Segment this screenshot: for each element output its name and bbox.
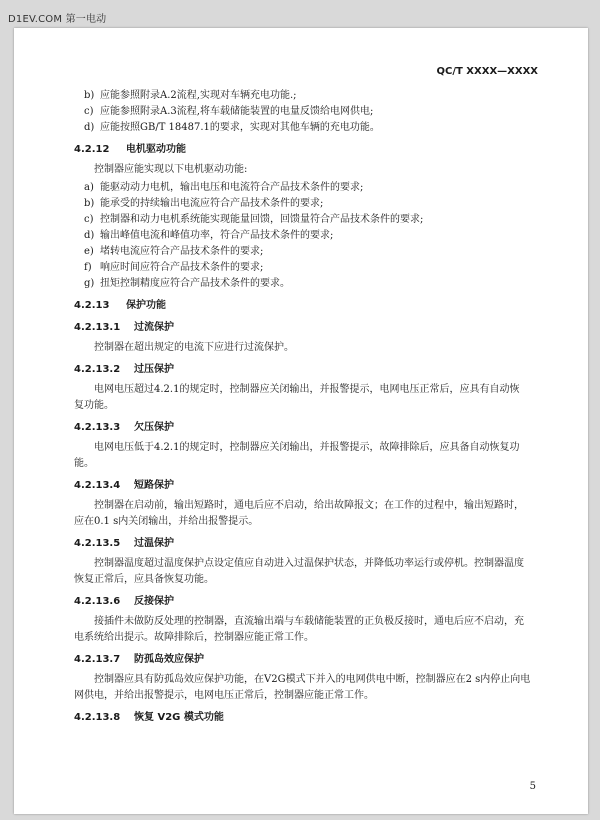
subsection-title: 欠压保护 bbox=[134, 422, 174, 433]
subsection-number: 4.2.13.5 bbox=[74, 538, 121, 549]
section-number: 4.2.12 bbox=[74, 144, 110, 155]
list-text: 控制器和动力电机系统能实现能量回馈，回馈量符合产品技术条件的要求; bbox=[100, 214, 424, 225]
subsection-number: 4.2.13.7 bbox=[74, 654, 121, 665]
subsection-number: 4.2.13.1 bbox=[74, 322, 121, 333]
section-number: 4.2.13 bbox=[74, 300, 110, 311]
subsection-title: 过温保护 bbox=[134, 538, 174, 549]
body-line: 应在0.1 s内关闭输出，并给出报警提示。 bbox=[74, 516, 259, 527]
subsection-heading bbox=[74, 362, 554, 378]
body-line: 恢复正常后，应具备恢复功能。 bbox=[74, 574, 214, 585]
body-line: 电系统给出提示。故障排除后，控制器应能正常工作。 bbox=[74, 632, 314, 643]
subsection-title: 过压保护 bbox=[134, 364, 174, 375]
list-text: 响应时间应符合产品技术条件的要求; bbox=[100, 262, 264, 273]
list-text: 能驱动动力电机，输出电压和电流符合产品技术条件的要求; bbox=[100, 182, 364, 193]
list-marker: f) bbox=[84, 262, 92, 273]
list-marker: c) bbox=[84, 106, 94, 117]
list-text: 扭矩控制精度应符合产品技术条件的要求。 bbox=[100, 278, 290, 289]
body-line: 电网电压超过4.2.1的规定时，控制器应关闭输出，并报警提示，电网电压正常后，应具有自动恢 bbox=[94, 384, 520, 395]
list-marker: b) bbox=[84, 90, 95, 101]
list-item bbox=[74, 212, 554, 228]
watermark: D1EV.COM 第一电动 bbox=[8, 14, 107, 25]
subsection-title: 恢复 V2G 模式功能 bbox=[134, 712, 224, 723]
subsection-body bbox=[74, 382, 554, 414]
list-item bbox=[74, 276, 554, 292]
subsection-body bbox=[74, 672, 554, 704]
document-page bbox=[14, 28, 588, 814]
list-marker: b) bbox=[84, 198, 95, 209]
list-marker: d) bbox=[84, 122, 95, 133]
list-text: 应能参照附录A.3流程,将车载储能装置的电量反馈给电网供电; bbox=[100, 106, 374, 117]
subsection-heading bbox=[74, 420, 554, 436]
subsection-number: 4.2.13.4 bbox=[74, 480, 121, 491]
body-line: 能。 bbox=[74, 458, 94, 469]
body-line: 控制器在超出规定的电流下应进行过流保护。 bbox=[94, 342, 294, 353]
subsection-title: 反接保护 bbox=[134, 596, 174, 607]
body-line: 接插件未做防反处理的控制器，直流输出端与车载储能装置的正负极反接时，通电后应不启动，充 bbox=[94, 616, 524, 627]
subsection-body bbox=[74, 498, 554, 530]
list-text: 能承受的持续输出电流应符合产品技术条件的要求; bbox=[100, 198, 324, 209]
list-item bbox=[74, 196, 554, 212]
list-item bbox=[74, 88, 554, 104]
list-marker: c) bbox=[84, 214, 94, 225]
section-heading-4-2-13 bbox=[74, 298, 554, 314]
list-item bbox=[74, 244, 554, 260]
section-heading-4-2-12 bbox=[74, 142, 554, 158]
list-item bbox=[74, 228, 554, 244]
body-line: 控制器温度超过温度保护点设定值应自动进入过温保护状态，并降低功率运行或停机。控制器温度 bbox=[94, 558, 524, 569]
list-item bbox=[74, 104, 554, 120]
list-text: 应能参照附录A.2流程,实现对车辆充电功能.; bbox=[100, 90, 297, 101]
subsection-number: 4.2.13.8 bbox=[74, 712, 121, 723]
list-item bbox=[74, 260, 554, 276]
list-marker: e) bbox=[84, 246, 94, 257]
subsection-heading bbox=[74, 652, 554, 668]
subsection-title: 防孤岛效应保护 bbox=[134, 654, 204, 665]
subsection-heading bbox=[74, 320, 554, 336]
body-line: 控制器应具有防孤岛效应保护功能，在V2G模式下并入的电网供电中断，控制器应在2 s内停止向电 bbox=[94, 674, 531, 685]
list-text: 输出峰值电流和峰值功率，符合产品技术条件的要求; bbox=[100, 230, 334, 241]
section-title: 保护功能 bbox=[126, 300, 166, 311]
page-content bbox=[74, 88, 554, 730]
list-item bbox=[74, 180, 554, 196]
subsection-heading bbox=[74, 710, 554, 726]
list-item bbox=[74, 120, 554, 136]
body-line: 控制器在启动前，输出短路时，通电后应不启动，给出故障报文；在工作的过程中，输出短路时， bbox=[94, 500, 524, 511]
subsection-body bbox=[74, 614, 554, 646]
list-marker: d) bbox=[84, 230, 95, 241]
body-line: 复功能。 bbox=[74, 400, 114, 411]
subsection-number: 4.2.13.2 bbox=[74, 364, 121, 375]
protection-subsections bbox=[74, 320, 554, 726]
list-marker: a) bbox=[84, 182, 94, 193]
intro-list bbox=[74, 88, 554, 136]
motor-function-list bbox=[74, 180, 554, 292]
subsection-heading bbox=[74, 536, 554, 552]
subsection-title: 过流保护 bbox=[134, 322, 174, 333]
body-line: 电网电压低于4.2.1的规定时，控制器应关闭输出，并报警提示，故障排除后，应具备自动恢复功 bbox=[94, 442, 520, 453]
doc-number: QC/T XXXX—XXXX bbox=[436, 66, 538, 77]
subsection-body bbox=[74, 340, 554, 356]
body-line: 网供电，并给出报警提示，电网电压正常后，控制器应能正常工作。 bbox=[74, 690, 374, 701]
subsection-heading bbox=[74, 594, 554, 610]
subsection-heading bbox=[74, 478, 554, 494]
subsection-number: 4.2.13.6 bbox=[74, 596, 121, 607]
list-text: 堵转电流应符合产品技术条件的要求; bbox=[100, 246, 264, 257]
page-number: 5 bbox=[529, 781, 536, 792]
subsection-body bbox=[74, 440, 554, 472]
subsection-title: 短路保护 bbox=[134, 480, 174, 491]
list-text: 应能按照GB/T 18487.1的要求，实现对其他车辆的充电功能。 bbox=[100, 122, 380, 133]
subsection-number: 4.2.13.3 bbox=[74, 422, 121, 433]
section-title: 电机驱动功能 bbox=[126, 144, 186, 155]
section-lead: 控制器应能实现以下电机驱动功能: bbox=[94, 164, 248, 175]
subsection-body bbox=[74, 556, 554, 588]
list-marker: g) bbox=[84, 278, 95, 289]
